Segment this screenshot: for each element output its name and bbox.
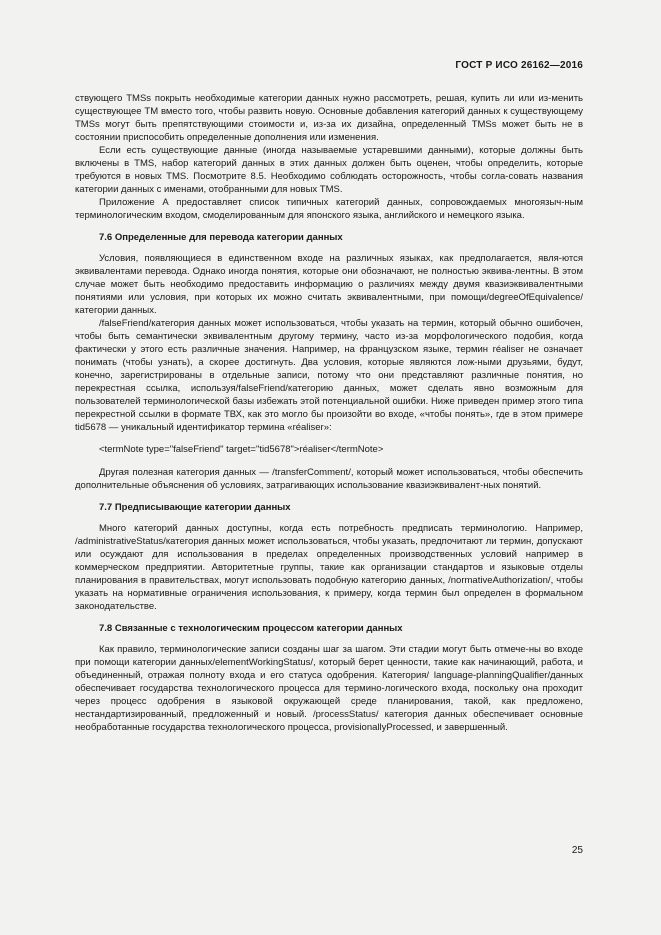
- standard-header: ГОСТ Р ИСО 26162—2016: [455, 60, 583, 71]
- paragraph: Приложение А предоставляет список типичных категорий данных, сопровождаемых многоязыч-ным терминологическим входом, смоделированным для японского языка, английского и немецкого языка.: [75, 197, 583, 221]
- page-number: 25: [571, 845, 583, 856]
- paragraph: Много категорий данных доступны, когда есть потребность предписать терминологию. Например, /administrativeStatus/категория данных может использоваться, чтобы указать, предпочитают ли термин, допускают или осуждают для использования в пределах определенных производственных условий например в коммерческом предприятии. Авторитетные группы, такие как организации стандартов и языковые отделы планирования в правительствах, могут использовать подобную категорию данных, /normativeAuthorization/, чтобы указать на нормативные ограничения использования, к примеру, когда термин был определен в формальном законодательстве.: [75, 523, 583, 612]
- code-example: <termNote type="falseFriend" target="tid5678">réaliser</termNote>: [99, 444, 384, 455]
- paragraph: ствующего TMSs покрыть необходимые категории данных нужно рассмотреть, решая, купить ли или из-менить существующее ТМ вместо того, чтобы развить новую. Основные добавления категорий данных к существующему TMSs могут быть препятствующими стоимости и, из-за их дизайна, определенный TMSs может быть не в состоянии приспособить определенные дополнения или изменения.: [75, 93, 583, 143]
- paragraph: Условия, появляющиеся в единственном входе на различных языках, как предполагается, явля-ются эквивалентами перевода. Однако иногда понятия, которые они обозначают, не полностью эквива-лентны. В этом случае может быть необходимо предоставить информацию о различиях между двумя квазиэквивалентными понятиями или условия, при которых их можно считать эквивалентными, при помощи/degreeOfEquivalence/категории данных.: [75, 253, 583, 316]
- paragraph: Как правило, терминологические записи созданы шаг за шагом. Эти стадии могут быть отмече-ны во входе при помощи категории данных/elementWorkingStatus/, который берет ценности, такие как начинающий, работа, и объединенный, отражая полноту входа и его статуса одобрения. Категория/ language-planningQualifier/данных обеспечивает государства технологического процесса для термино-логического входа, поскольку она проходит через процесс одобрения в языковой окружающей среде планирования, такой, как предложено, нестандартизированный, предложенный и новый. /processStatus/ категория данных обеспечивает основные необработанные государства технологического процесса, provisionallyProcessed, и завершенный.: [75, 644, 583, 733]
- paragraph: Если есть существующие данные (иногда называемые устаревшими данными), которые должны быть включены в TMS, набор категорий данных в этих данных должен быть оценен, чтобы определить, которые требуются в новых TMS. Посмотрите 8.5. Необходимо соблюдать осторожность, чтобы согла-совать названия категории данных с именами, отобранными для новых TMS.: [75, 145, 583, 195]
- page-content: [75, 92, 583, 734]
- section-heading-7-6: 7.6 Определенные для перевода категории данных: [99, 232, 343, 243]
- paragraph: /falseFriend/категория данных может использоваться, чтобы указать на термин, который обычно ошибочен, чтобы быть семантически эквивалентным другому термину, часто из-за морфологического подобия, когда фактически у этого есть различные значения. Например, на французском языке, термин réaliser не означает понимать (чтобы узнать), а скорее достигнуть. Два условия, которые являются лож-ными друзьями, будут, конечно, зарегистрированы в отдельные записи, потому что они представляют различные понятия, но перекрестная ссылка, используя/falseFriend/категорию данных, может сделать явно возможным для пользователей терминологической базы избежать этой потенциальной ошибки. Ниже приведен пример этого типа перекрестной ссылки в формате ТВХ, как это могло бы произойти во входе, «чтобы понять», где в этом примере tid5678 — уникальный идентификатор термина «réaliser»:: [75, 318, 583, 433]
- section-heading-7-7: 7.7 Предписывающие категории данных: [99, 502, 291, 513]
- paragraph: Другая полезная категория данных — /transferComment/, который может использоваться, чтобы обеспечить дополнительные объяснения об условиях, затрагивающих использование квазиэквивалент-ных понятий.: [75, 467, 583, 491]
- section-heading-7-8: 7.8 Связанные с технологическим процессом категории данных: [99, 623, 403, 634]
